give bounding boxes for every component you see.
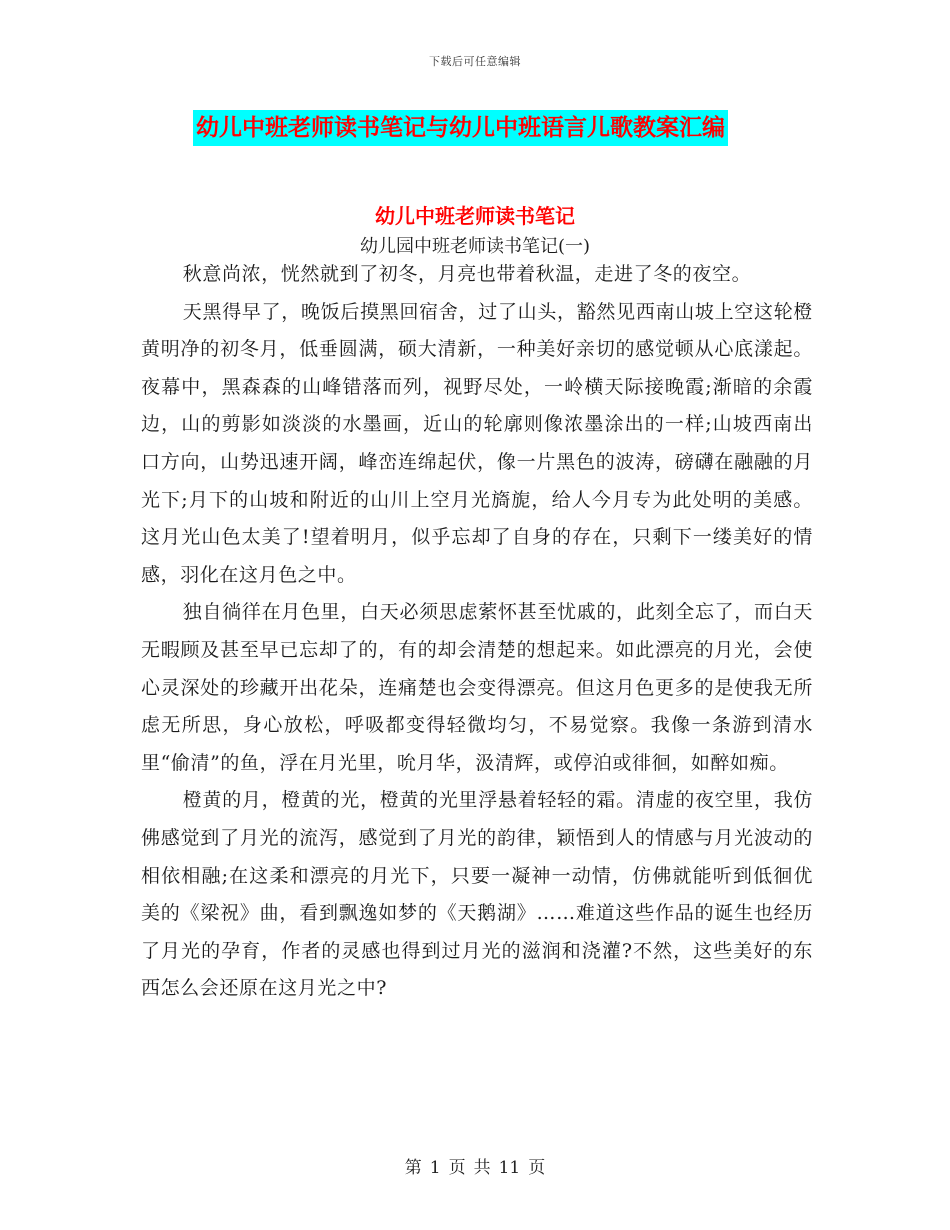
page-footer: [0, 1153, 950, 1178]
section-subtitle: 幼儿园中班老师读书笔记(一): [359, 236, 591, 257]
section-title: 幼儿中班老师读书笔记: [375, 204, 575, 228]
page-number: 1: [429, 1158, 441, 1178]
footer-suffix: 页: [528, 1158, 546, 1178]
document-title: 幼儿中班老师读书笔记与幼儿中班语言儿歌教案汇编: [193, 110, 728, 146]
paragraph: 天黑得早了，晚饭后摸黑回宿舍，过了山头，豁然见西南山坡上空这轮橙黄明净的初冬月，低垂圆满，硕大清新，一种美好亲切的感觉顿从心底漾起。夜幕中，黑森森的山峰错落而列，视野尽处，一岭横天际接晚霞;渐暗的余霞边，山的剪影如淡淡的水墨画，近山的轮廓则像浓墨涂出的一样;山坡西南出口方向，山势迅速开阔，峰峦连绵起伏，像一片黑色的波涛，磅礴在融融的月光下;月下的山坡和附近的山川上空月光旖旎，给人今月专为此处明的美感。这月光山色太美了!望着明月，似乎忘却了自身的存在，只剩下一缕美好的情感，羽化在这月色之中。: [141, 300, 813, 586]
footer-page-word: 页: [448, 1158, 466, 1178]
total-pages: 11: [498, 1158, 521, 1178]
paragraph: 橙黄的月，橙黄的光，橙黄的光里浮悬着轻轻的霜。清虚的夜空里，我仿佛感觉到了月光的流泻，感觉到了月光的韵律，颖悟到人的情感与月光波动的相依相融;在这柔和漂亮的月光下，只要一凝神一动情，仿佛就能听到低徊优美的《梁祝》曲，看到飘逸如梦的《天鹅湖》……难道这些作品的诞生也经历了月光的孕育，作者的灵感也得到过月光的滋润和浇灌?不然，这些美好的东西怎么会还原在这月光之中?: [141, 789, 813, 1000]
body-text: [141, 256, 813, 1008]
footer-total-word: 共: [473, 1158, 491, 1178]
paragraph: 秋意尚浓，恍然就到了初冬，月亮也带着秋温，走进了冬的夜空。: [182, 263, 752, 285]
footer-prefix: 第: [404, 1158, 422, 1178]
paragraph: 独自徜徉在月色里，白天必须思虑萦怀甚至忧戚的，此刻全忘了，而白天无暇顾及甚至早已忘却了的，有的却会清楚的想起来。如此漂亮的月光，会使心灵深处的珍藏开出花朵，连痛楚也会变得漂亮。但这月色更多的是使我无所虑无所思，身心放松，呼吸都变得轻微均匀，不易觉察。我像一条游到清水里“偷清”的鱼，浮在月光里，吮月华，汲清辉，或停泊或徘徊，如醉如痴。: [141, 601, 813, 774]
header-note: 下载后可任意编辑: [429, 55, 521, 68]
